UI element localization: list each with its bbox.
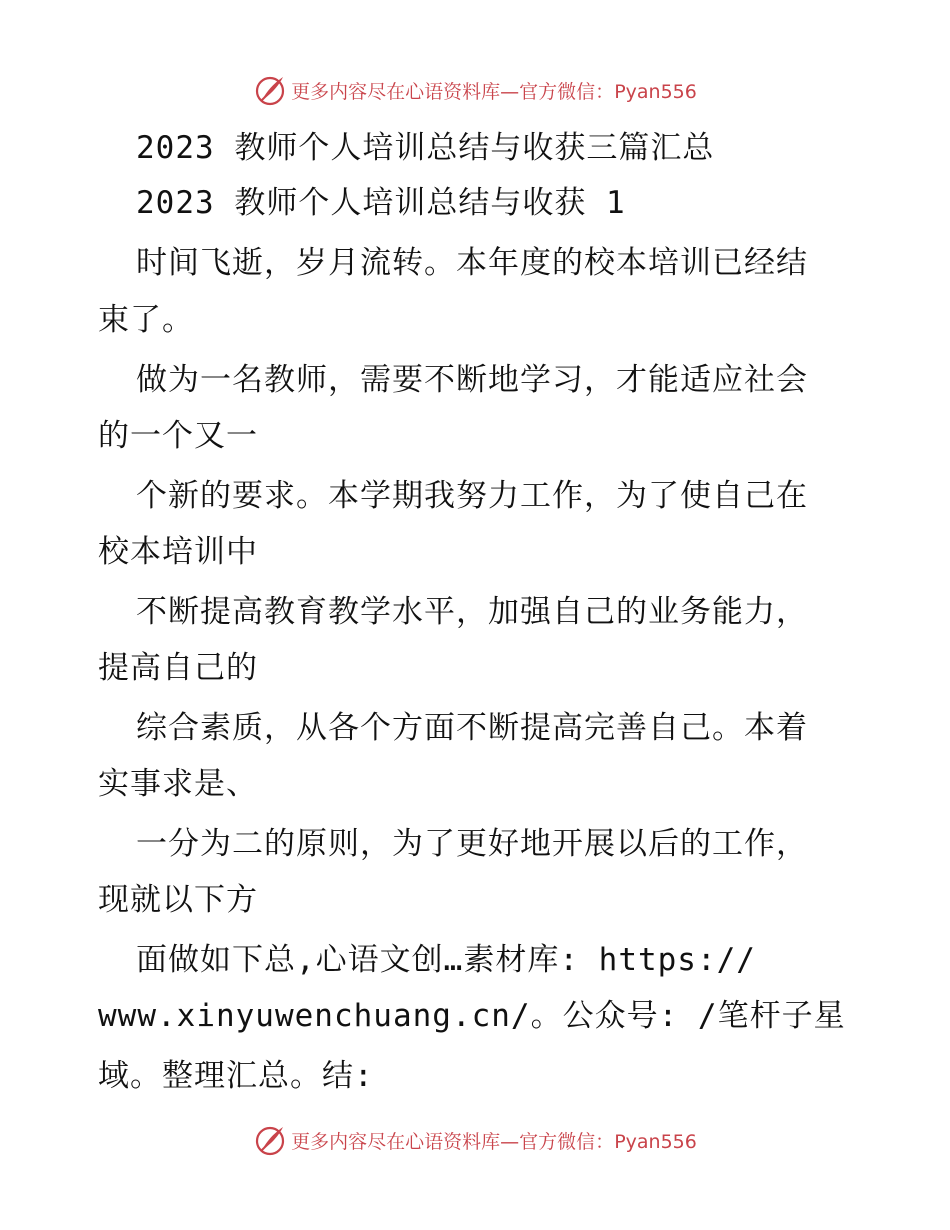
paragraph-line: 面做如下总,心语文创…素材库: https:// xyxy=(136,942,756,978)
paragraph-line: 做为一名教师，需要不断地学习，才能适应社会 xyxy=(136,362,808,398)
section-heading: 2023 教师个人培训总结与收获 1 xyxy=(136,185,626,221)
document-title: 2023 教师个人培训总结与收获三篇汇总 xyxy=(136,130,715,166)
watermark-text: 更多内容尽在心语资料库—官方微信：Pyan556 xyxy=(291,80,697,103)
paragraph-line: 现就以下方 xyxy=(98,882,258,918)
watermark-text: 更多内容尽在心语资料库—官方微信：Pyan556 xyxy=(291,1130,697,1153)
paragraph-line: 束了。 xyxy=(98,302,194,338)
paragraph-line: 一分为二的原则，为了更好地开展以后的工作， xyxy=(136,826,808,862)
header-watermark-banner xyxy=(0,70,950,110)
paragraph-line-url: www.xinyuwenchuang.cn/。公众号: /笔杆子星 xyxy=(98,998,846,1034)
feather-pen-logo-icon xyxy=(253,73,287,107)
paragraph-line: 时间飞逝，岁月流转。本年度的校本培训已经结 xyxy=(136,245,808,281)
footer-watermark-banner xyxy=(0,1120,950,1160)
paragraph-line: 个新的要求。本学期我努力工作，为了使自己在 xyxy=(136,478,808,514)
paragraph-line: 提高自己的 xyxy=(98,650,258,686)
paragraph-line: 校本培训中 xyxy=(98,534,258,570)
paragraph-line: 实事求是、 xyxy=(98,766,258,802)
paragraph-line: 域。整理汇总。结: xyxy=(98,1058,374,1094)
feather-pen-logo-icon xyxy=(253,1123,287,1157)
paragraph-line: 综合素质，从各个方面不断提高完善自己。本着 xyxy=(136,710,808,746)
paragraph-line: 不断提高教育教学水平，加强自己的业务能力， xyxy=(136,594,808,630)
paragraph-line: 的一个又一 xyxy=(98,418,258,454)
